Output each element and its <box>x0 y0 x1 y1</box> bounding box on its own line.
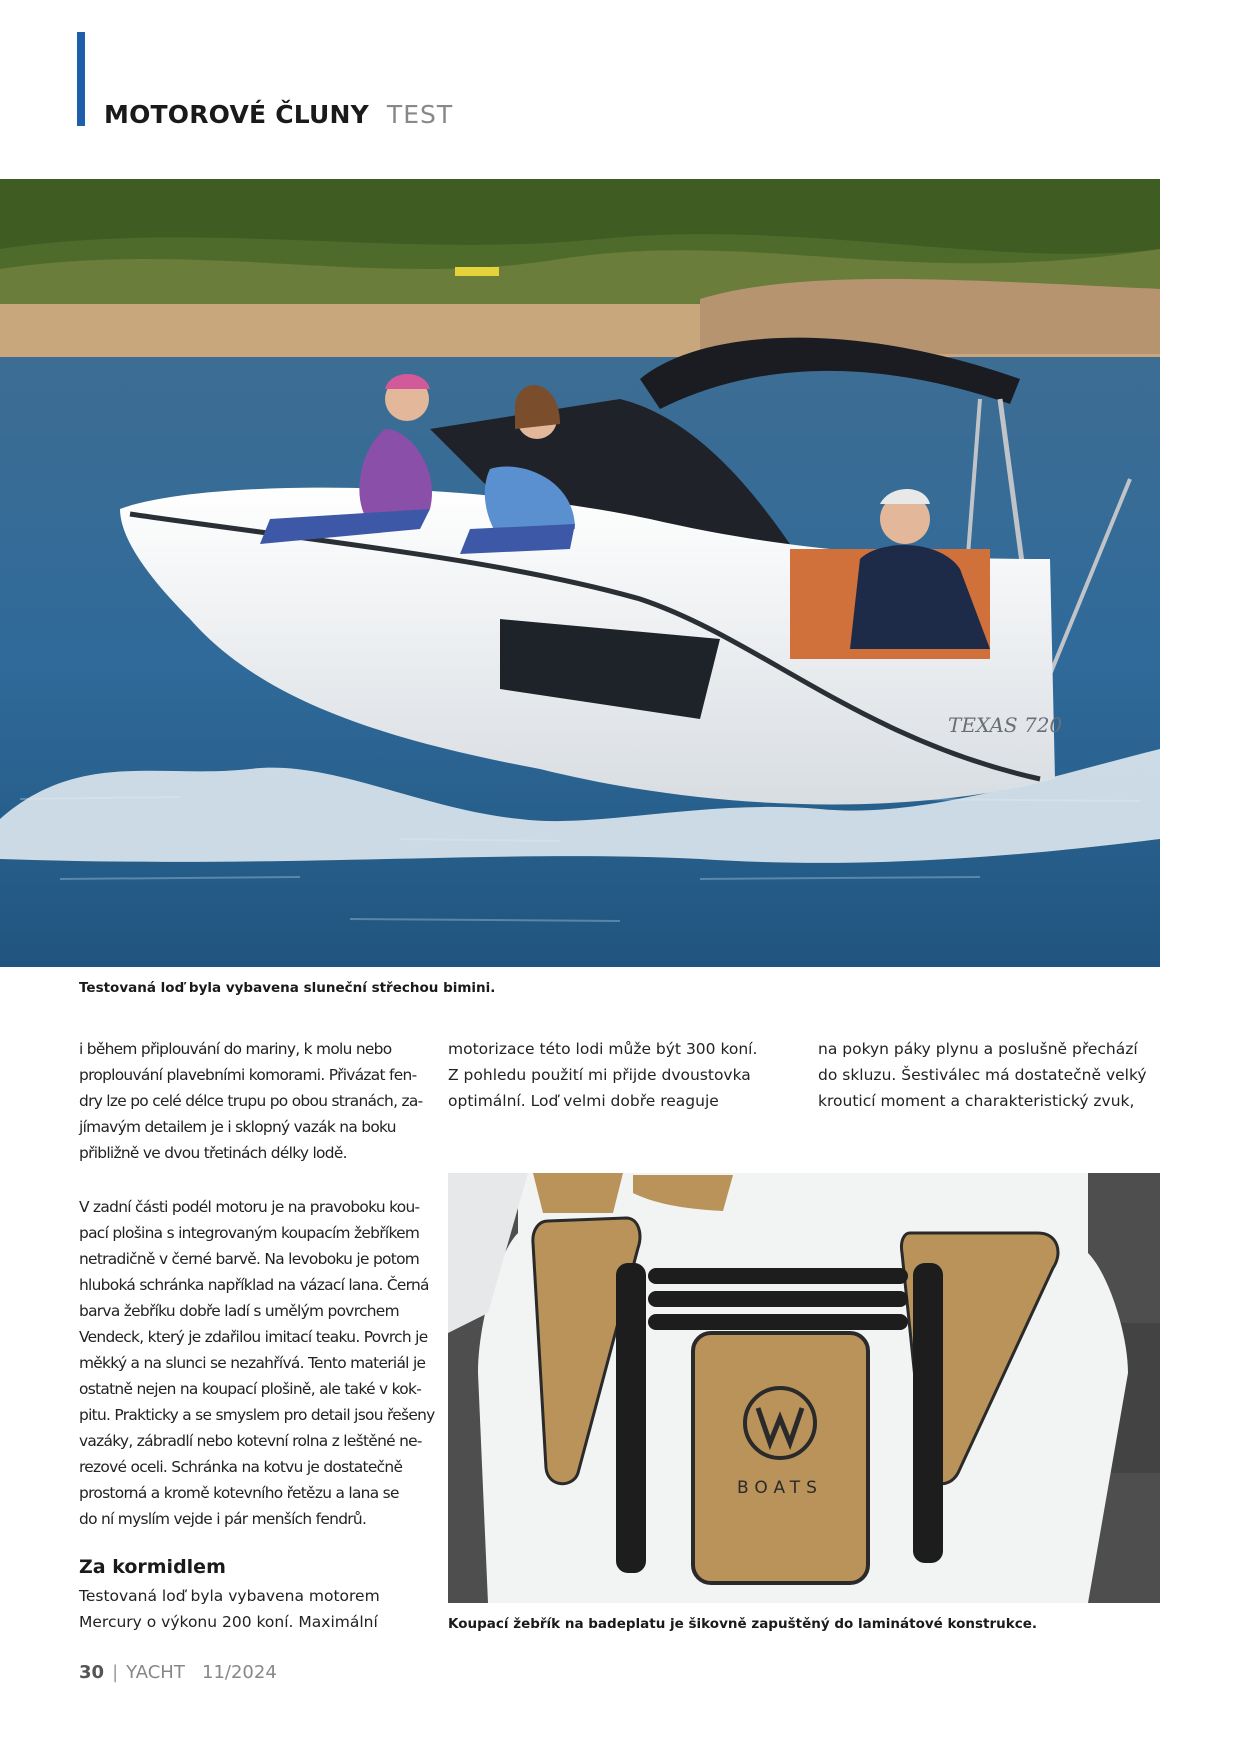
paragraph-line: dry lze po celé délce trupu po obou stranách, za- <box>79 1092 423 1110</box>
paragraph-line: přibližně ve dvou třetinách délky lodě. <box>79 1144 347 1162</box>
page-footer <box>79 1662 277 1683</box>
boat-photo-icon <box>0 179 1160 967</box>
paragraph-line: netradičně v černé barvě. Na levoboku je potom <box>79 1250 420 1268</box>
paragraph-line: Mercury o výkonu 200 koní. Maximální <box>79 1613 378 1631</box>
issue-number: 11/2024 <box>202 1662 277 1683</box>
article-col1-part3 <box>79 1583 439 1635</box>
section-tag: TEST <box>386 100 454 129</box>
paragraph-line: jímavým detailem je i sklopný vazák na boku <box>79 1118 396 1136</box>
paragraph-line: V zadní části podél motoru je na pravoboku kou- <box>79 1198 420 1216</box>
paragraph-line: na pokyn páky plynu a poslušně přechází <box>818 1040 1138 1058</box>
header-accent-bar <box>77 32 85 126</box>
paragraph-line: prostorná a kromě kotevního řetězu a lana se <box>79 1484 399 1502</box>
paragraph-line: i během připlouvání do mariny, k molu nebo <box>79 1040 392 1058</box>
article-col1-part1 <box>79 1036 439 1166</box>
boat-photo <box>0 179 1160 967</box>
paragraph-line: rezové oceli. Schránka na kotvu je dostatečně <box>79 1458 403 1476</box>
section-title: MOTOROVÉ ČLUNY <box>104 100 369 129</box>
paragraph-line: vazáky, zábradlí nebo kotevní rolna z leštěné ne- <box>79 1432 422 1450</box>
footer-separator: | <box>112 1662 119 1683</box>
page-number: 30 <box>79 1662 105 1683</box>
paragraph-line: pací plošina s integrovaným koupacím žebříkem <box>79 1224 420 1242</box>
paragraph-line: krouticí moment a charakteristický zvuk, <box>818 1092 1135 1110</box>
paragraph-line: pitu. Prakticky a se smyslem pro detail jsou řešeny <box>79 1406 435 1424</box>
paragraph-line: Vendeck, který je zdařilou imitací teaku. Povrch je <box>79 1328 428 1346</box>
paragraph-line: do ní myslím vejde i pár menších fendrů. <box>79 1510 367 1528</box>
paragraph-line: barva žebříku dobře ladí s umělým povrchem <box>79 1302 399 1320</box>
section-subheading: Za kormidlem <box>79 1556 226 1578</box>
ladder-caption: Koupací žebřík na badeplatu je šikovně zapuštěný do laminátové konstrukce. <box>448 1616 1038 1632</box>
magazine-name: YACHT <box>126 1662 185 1683</box>
paragraph-line: optimální. Loď velmi dobře reaguje <box>448 1092 719 1110</box>
article-col2 <box>448 1036 788 1114</box>
article-col3 <box>818 1036 1163 1114</box>
paragraph-line: Testovaná loď byla vybavena motorem <box>79 1587 380 1605</box>
hero-caption: Testovaná loď byla vybavena sluneční střechou bimini. <box>79 980 496 996</box>
paragraph-line: hluboká schránka například na vázací lana. Černá <box>79 1276 429 1294</box>
svg-text:BOATS: BOATS <box>737 1478 823 1498</box>
paragraph-line: Z pohledu použití mi přijde dvoustovka <box>448 1066 751 1084</box>
svg-text:TEXAS 720: TEXAS 720 <box>948 713 1063 737</box>
paragraph-line: proplouvání plavebními komorami. Přivázat fen- <box>79 1066 417 1084</box>
ladder-photo <box>448 1173 1160 1603</box>
article-col1-part2 <box>79 1194 439 1532</box>
paragraph-line: do skluzu. Šestiválec má dostatečně velký <box>818 1066 1147 1084</box>
paragraph-line: ostatně nejen na koupací plošině, ale také v kok- <box>79 1380 422 1398</box>
page-header <box>104 100 453 129</box>
ladder-photo-icon <box>448 1173 1160 1603</box>
paragraph-line: měkký a na slunci se nezahřívá. Tento materiál je <box>79 1354 426 1372</box>
paragraph-line: motorizace této lodi může být 300 koní. <box>448 1040 758 1058</box>
